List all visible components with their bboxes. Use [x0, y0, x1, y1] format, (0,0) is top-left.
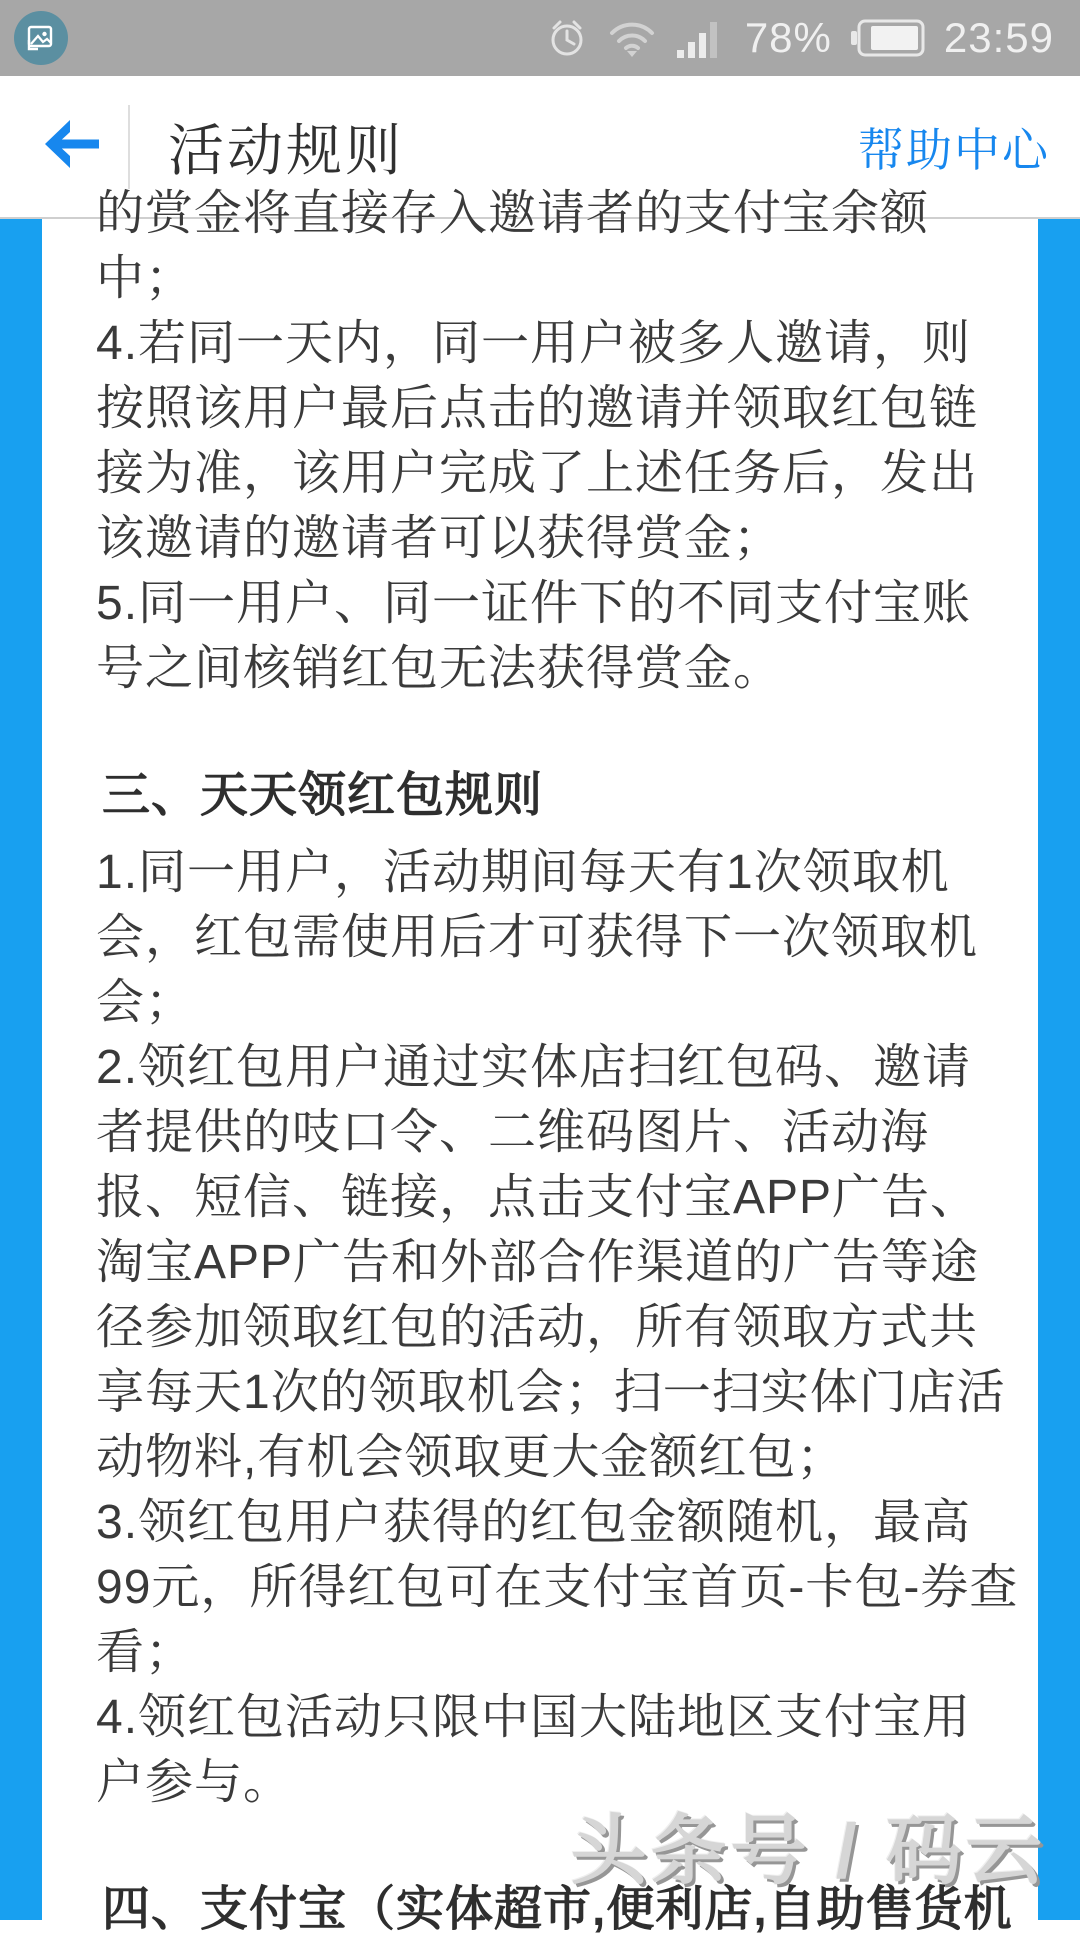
wifi-icon: [607, 17, 657, 59]
screenshot-notification-badge: [14, 11, 68, 65]
section-heading: 四、支付宝（实体超市,便利店,自助售货机: [102, 1883, 1013, 1936]
rule-text-line: 的赏金将直接存入邀请者的支付宝余额: [96, 187, 930, 240]
rule-text-line: 99元，所得红包可在支付宝首页-卡包-券查: [96, 1561, 1019, 1614]
rule-text-line: 看；: [96, 1626, 195, 1679]
rule-text-line: 按照该用户最后点击的邀请并领取红包链: [96, 382, 979, 435]
section-heading: 三、天天领红包规则: [102, 769, 544, 822]
rule-text-line: 3.领红包用户获得的红包金额随机，最高: [96, 1496, 972, 1549]
rule-text-line: 号之间核销红包无法获得赏金。: [96, 642, 783, 695]
rule-text-line: 接为准，该用户完成了上述任务后，发出: [96, 447, 979, 500]
rule-text-line: 报、短信、链接，点击支付宝APP广告、: [96, 1171, 980, 1224]
rules-content-area: [0, 187, 1080, 1936]
help-center-link[interactable]: 帮助中心: [858, 123, 1050, 176]
rule-text-line: 径参加领取红包的活动，所有领取方式共: [96, 1301, 979, 1354]
rule-text-line: 淘宝APP广告和外部合作渠道的广告等途: [96, 1236, 980, 1289]
clock-time: 23:59: [943, 14, 1054, 61]
alarm-clock-icon: [545, 16, 589, 60]
back-arrow-icon: [40, 115, 104, 178]
rule-text-line: 户参与。: [96, 1756, 293, 1809]
rule-text-line: 2.领红包用户通过实体店扫红包码、邀请: [96, 1041, 972, 1094]
signal-strength-icon: [675, 16, 727, 60]
battery-icon: [850, 18, 926, 58]
rules-scroll-area[interactable]: [42, 187, 1038, 1936]
rule-text-line: 享每天1次的领取机会；扫一扫实体门店活: [96, 1366, 1006, 1419]
rule-text-line: 4.若同一天内，同一用户被多人邀请，则: [96, 317, 972, 370]
rule-text-line: 者提供的吱口令、二维码图片、活动海: [96, 1106, 930, 1159]
right-accent-bar: [1038, 219, 1080, 1920]
page-title: 活动规则: [168, 118, 404, 182]
rule-text-line: 5.同一用户、同一证件下的不同支付宝账: [96, 577, 972, 630]
rules-lines: [96, 181, 1019, 1942]
rule-text-line: 该邀请的邀请者可以获得赏金；: [96, 512, 783, 565]
rule-text-line: 中；: [96, 252, 195, 305]
rule-text-line: 会；: [96, 976, 195, 1029]
screenshot-image-icon: [26, 23, 56, 53]
rule-text-line: 动物料,有机会领取更大金额红包；: [96, 1431, 846, 1484]
left-accent-bar: [0, 219, 42, 1920]
rule-text-line: 会，红包需使用后才可获得下一次领取机: [96, 911, 979, 964]
status-bar: [0, 0, 1080, 76]
rule-text-line: 4.领红包活动只限中国大陆地区支付宝用: [96, 1691, 972, 1744]
back-button[interactable]: [40, 115, 104, 178]
battery-percent: 78%: [744, 14, 832, 61]
watermark-text: 头条号 / 码云: [570, 1809, 1046, 1894]
header-divider: [128, 105, 130, 189]
rule-text-line: 1.同一用户，活动期间每天有1次领取机: [96, 846, 950, 899]
